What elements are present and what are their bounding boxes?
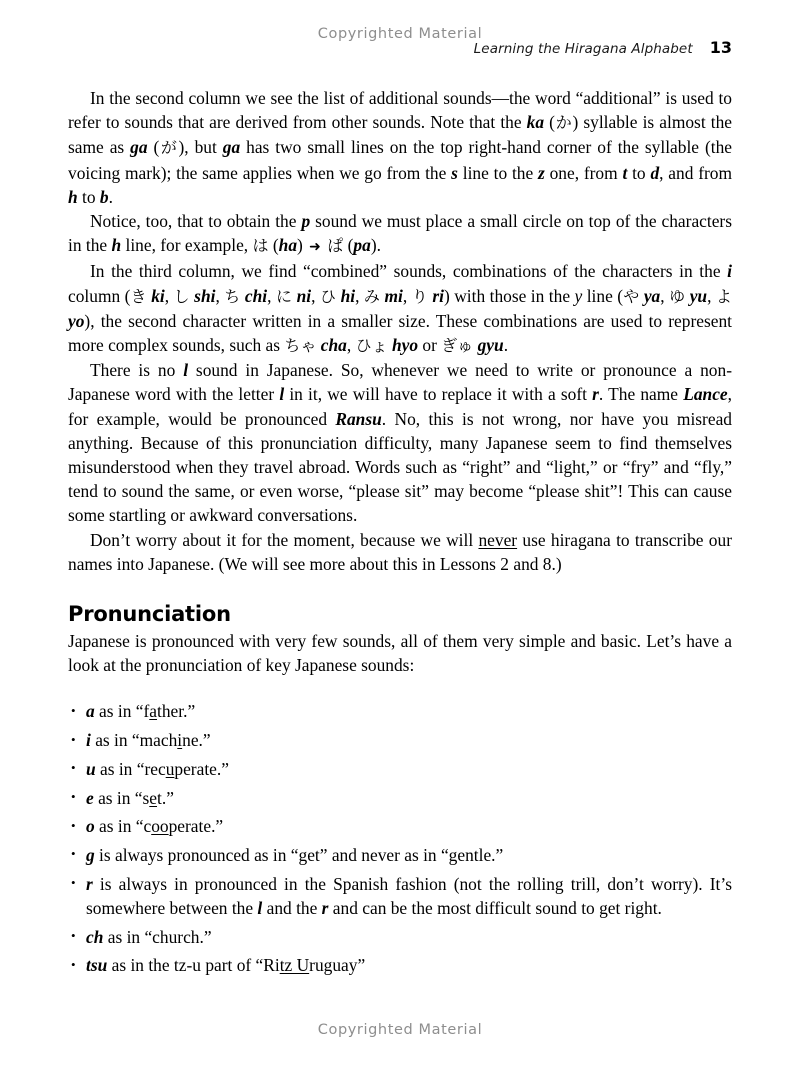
list-item: • o as in “cooperate.” [68,814,732,838]
pronunciation-section-header [68,602,732,626]
copyright-watermark-top: Copyrighted Material [317,26,483,42]
paragraph-3: In the third column, we find “combined” sounds, combinations of the characters in the i column (き ki, し shi, ち chi, に ni, ひ hi, み mi, り ri) with those in the y line (や ya, ゆ yu, よ yo), the second character written in a smaller size. These combinations are used to represent more complex sounds, such as ちゃ cha, ひょ hyo or ぎゅ gyu. [68,261,732,356]
running-head-title: Learning the Hiragana Alphabet [473,41,693,57]
list-item: • tsu as in the tz-u part of “Ritz Uruguay” [68,953,732,977]
section-heading: Pronunciation [68,602,231,627]
running-head [474,38,732,57]
copyright-watermark-bottom: Copyrighted Material [317,1022,483,1038]
paragraph-1: In the second column we see the list of additional sounds—the word “additional” is used to refer to sounds that are derived from other sounds. Note that the ka (か) syllable is almost the same as ga (が), but ga has two small lines on the top right-hand corner of the syllable (the voicing mark); the same applies when we go from the s line to the z one, from t to d, and from h to b. [68,88,733,207]
list-item: • a as in “father.” [68,699,732,723]
section-lead-paragraph: Japanese is pronounced with very few sounds, all of them very simple and basic. Let’s have a look at the pronunciation of key Japanese sounds: [68,631,732,676]
list-item: • r is always in pronounced in the Spanish fashion (not the rolling trill, don’t worry). It’s somewhere between the l and the r and can be the most difficult sound to get right. [68,872,732,920]
pronunciation-list [68,699,732,977]
list-item: • ch as in “church.” [68,925,732,949]
list-item: • g is always pronounced as in “get” and never as in “gentle.” [68,843,732,867]
paragraph-2: Notice, too, that to obtain the p sound we must place a small circle on top of the characters in the h line, for example, は (ha) ➜ ぱ (pa). [68,211,732,256]
list-item: • e as in “set.” [68,786,732,810]
paragraph-5: Don’t worry about it for the moment, because we will never use hiragana to transcribe our names into Japanese. (We will see more about this in Lessons 2 and 8.) [68,529,732,574]
page-number: 13 [709,38,732,57]
body-text-column [68,86,732,982]
list-item: • i as in “machine.” [68,728,732,752]
list-item: • u as in “recuperate.” [68,757,732,781]
paragraph-4: There is no l sound in Japanese. So, whenever we need to write or pronounce a non-Japanese word with the letter l in it, we will have to replace it with a soft r. The name Lance, for example, would be pronounced Ransu. No, this is not wrong, nor have you misread anything. Because of this pronunciation difficulty, many Japanese seem to find themselves misunderstood when they travel abroad. Words such as “right” and “light,” or “fry” and “fly,” tend to sound the same, or even worse, “please sit” may become “please shit”! This can cause some startling or awkward conversations. [68,360,732,526]
